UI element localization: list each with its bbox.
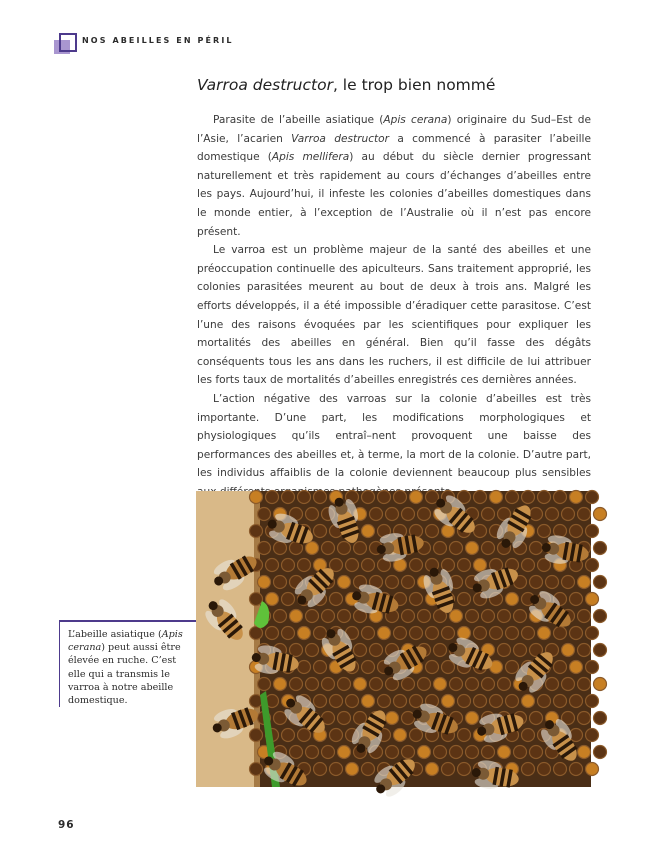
title-species: Varroa destructor <box>197 76 333 94</box>
article-body <box>197 111 591 480</box>
title-rest: , le trop bien nommé <box>332 76 496 94</box>
bee-photo <box>196 491 591 787</box>
page-number: 96 <box>58 819 75 831</box>
photo-caption: L’abeille asiatique (Apis cerana) peut aussi être élevée en ruche. C’est elle qui a transmis le varroa à notre abeille domestique. <box>59 622 196 707</box>
section-title <box>197 76 495 94</box>
chapter-logo-icon <box>54 30 76 56</box>
honeybees-on-comb-image <box>196 491 591 787</box>
paragraph: L’action négative des varroas sur la colonie d’abeilles est très importante. D’une part, les modifications morphologiques et physiologiques qu’ils entraî–nent provoquent une baisse des performances des abeilles et, à terme, la mort de la colonie. D’autre part, les individus affaiblis de la colonie deviennent beaucoup plus sensibles <box>197 392 591 480</box>
running-head: NOS ABEILLES EN PÉRIL <box>82 36 234 45</box>
paragraph: Le varroa est un problème majeur de la santé des abeilles et une préoccupation continuelle des apiculteurs. Sans traitement approprié, les colonies parasitées meurent au bout de deux à trois ans. Malgré les efforts développés, il a été impossible d’éradiquer cette parasitose. C’est l’une des raisons évoquées par les scientifiques pour expliquer les mortalités des abeilles en général. Bien qu’il fasse des dégâts conséquents tous les ans dans les ruchers, il est difficile de lui attribuer les forts taux de mortalités d’abeilles enregistrés ces dernières années. <box>197 244 591 387</box>
paragraph: Parasite de l’abeille asiatique (Apis cerana) originaire du Sud–Est de l’Asie, l’acarien Varroa destructor a commencé à parasiter l’abeille domestique (Apis mellifera) au début du siècle dernier progressant naturellement et très rapidement au cours d’échanges d’abeilles entre les pays. Aujourd’hui, il infeste les colonies d’abeilles domestiques dans le monde entier, à l’exception de l’Australie où il n’est pas encore présent. <box>197 114 591 238</box>
